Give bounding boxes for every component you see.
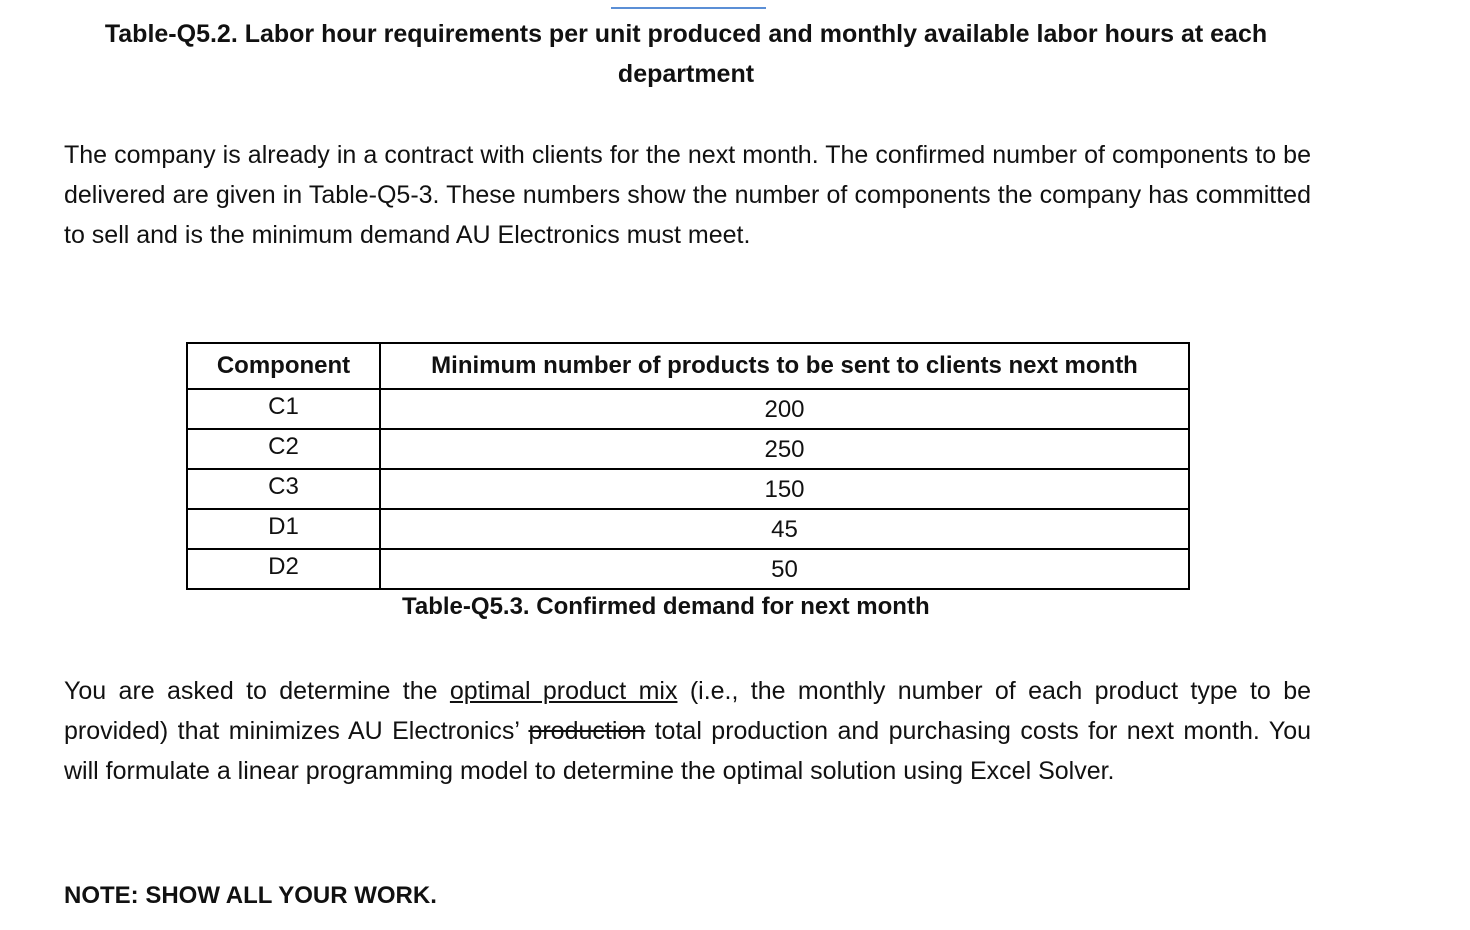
contract-paragraph: The company is already in a contract with clients for the next month. The confirmed number of components to be delivered are given in Table-Q5-3. These numbers show the number of components the company has committed to sell and is the minimum demand AU Electronics must meet. — [64, 141, 1311, 249]
table-header-row — [187, 343, 1189, 389]
table-row — [187, 549, 1189, 589]
table-row — [187, 429, 1189, 469]
component-cell: D1 — [187, 509, 380, 549]
top-rule — [611, 7, 766, 9]
minimum-cell: 250 — [380, 429, 1189, 469]
minimum-cell: 45 — [380, 509, 1189, 549]
table-row — [187, 469, 1189, 509]
table-row — [187, 509, 1189, 549]
task-paragraph — [64, 671, 1311, 791]
minimum-cell: 150 — [380, 469, 1189, 509]
struck-word: production — [528, 717, 646, 745]
table-row — [187, 389, 1189, 429]
task-text-start: You are asked to determine the — [64, 677, 450, 705]
component-cell: C2 — [187, 429, 380, 469]
header-component: Component — [187, 343, 380, 389]
header-minimum: Minimum number of products to be sent to clients next month — [380, 343, 1189, 389]
task-text-end: total production and purchasing costs for next month. You will formulate a linear programming model to determine the optimal solution using Excel Solver. — [64, 717, 1311, 785]
component-cell: C3 — [187, 469, 380, 509]
confirmed-demand-table — [186, 342, 1190, 590]
task-text-middle: (i.e., the monthly number of each product type to be provided) that minimizes AU Electronics’ — [64, 677, 1311, 745]
minimum-cell: 50 — [380, 549, 1189, 589]
minimum-cell: 200 — [380, 389, 1189, 429]
component-cell: C1 — [187, 389, 380, 429]
component-cell: D2 — [187, 549, 380, 589]
table-q5-3-caption: Table-Q5.3. Confirmed demand for next month — [402, 593, 930, 620]
optimal-product-mix-term: optimal product mix — [449, 677, 678, 705]
table-q5-2-caption: Table-Q5.2. Labor hour requirements per unit produced and monthly available labor hours at each department — [104, 20, 1268, 88]
note: NOTE: SHOW ALL YOUR WORK. — [64, 882, 437, 909]
